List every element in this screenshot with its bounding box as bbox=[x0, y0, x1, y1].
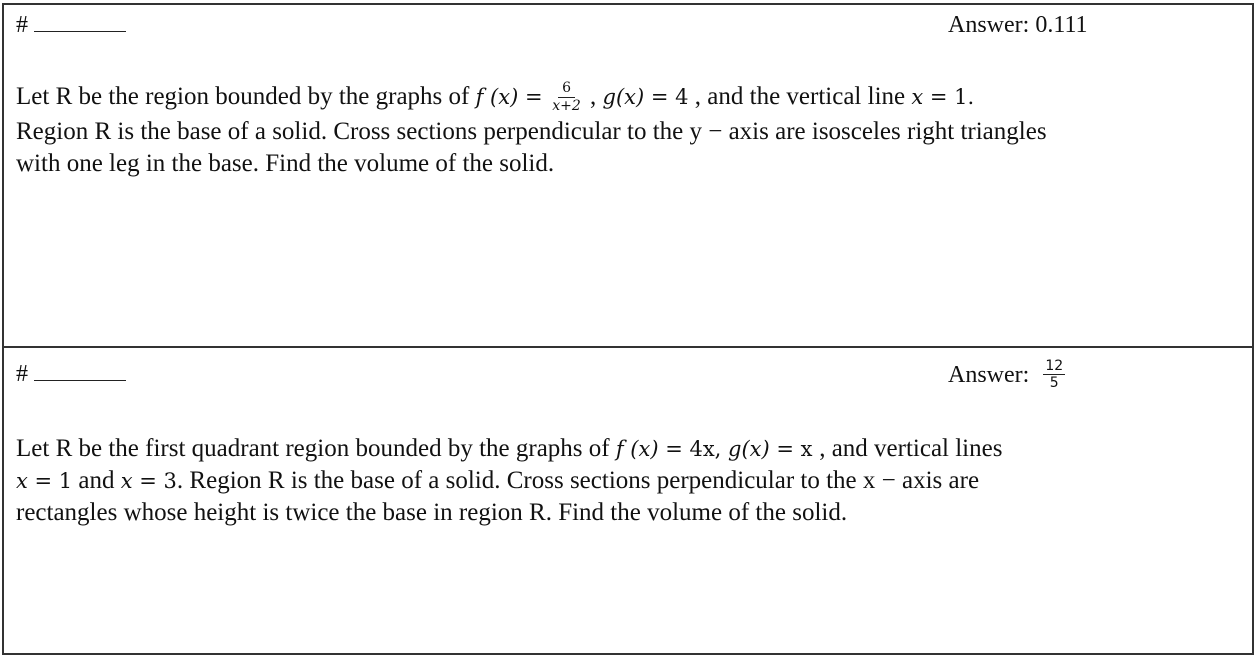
number-blank bbox=[34, 364, 126, 381]
math-f: f (x) bbox=[615, 437, 659, 461]
answer-fraction-denominator: 5 bbox=[1049, 375, 1059, 391]
answer-label: Answer: bbox=[948, 362, 1030, 389]
math-x: x bbox=[120, 469, 133, 493]
math-x-value: = 1 bbox=[27, 469, 73, 493]
number-label: # bbox=[16, 361, 28, 387]
problem-number bbox=[16, 12, 126, 39]
answer bbox=[948, 12, 1088, 39]
math-x-value: = 3 bbox=[132, 469, 177, 493]
answer-label: Answer: bbox=[948, 12, 1030, 38]
math-x: x bbox=[911, 85, 924, 109]
problem-text bbox=[16, 79, 1234, 182]
text-segment: and bbox=[72, 467, 121, 494]
number-blank bbox=[34, 15, 126, 32]
math-x-value: = 1. bbox=[923, 85, 975, 109]
separator: , bbox=[583, 83, 603, 110]
text-segment: , and vertical lines bbox=[819, 435, 1003, 462]
text-segment: . Region R is the base of a solid. Cross sections perpendicular to the x − axis are bbox=[176, 467, 980, 494]
math-x: x bbox=[16, 469, 28, 493]
answer bbox=[948, 360, 1065, 393]
problem-card-2 bbox=[4, 348, 1252, 655]
problem-line-2: Region R is the base of a solid. Cross sections perpendicular to the y − axis are isosceles right triangles bbox=[16, 117, 1047, 145]
problem-card-1 bbox=[4, 5, 1252, 348]
math-eq: = bbox=[518, 85, 550, 109]
answer-fraction bbox=[1043, 358, 1065, 391]
answer-fraction-numerator: 12 bbox=[1045, 358, 1064, 374]
answer-value: 0.111 bbox=[1035, 12, 1088, 38]
problem-line-3: rectangles whose height is twice the base in region R. Find the volume of the solid. bbox=[16, 499, 848, 526]
problem-line-2 bbox=[16, 463, 1234, 499]
math-f: f (x) bbox=[475, 85, 519, 109]
text-segment: Let R be the region bounded by the graphs of bbox=[16, 83, 476, 110]
fraction-numerator: 6 bbox=[558, 80, 575, 98]
problem-number bbox=[16, 361, 126, 388]
math-g-value: = 4 bbox=[644, 85, 689, 109]
math-g: g(x) bbox=[602, 85, 645, 109]
problem-line-1 bbox=[16, 431, 1234, 467]
number-label: # bbox=[16, 12, 28, 38]
math-g: g(x) bbox=[728, 437, 770, 461]
text-segment: , and the vertical line bbox=[688, 83, 912, 110]
math-f-value: = 4x, bbox=[658, 437, 729, 461]
fraction bbox=[552, 80, 581, 115]
worksheet bbox=[2, 3, 1254, 655]
problem-text bbox=[16, 431, 1234, 531]
math-g-value: = x bbox=[769, 437, 820, 461]
problem-line-1 bbox=[16, 79, 1234, 116]
text-segment: Let R be the first quadrant region bounded by the graphs of bbox=[16, 435, 616, 462]
problem-line-3: with one leg in the base. Find the volume of the solid. bbox=[16, 149, 555, 177]
fraction-denominator: x+2 bbox=[552, 97, 581, 114]
